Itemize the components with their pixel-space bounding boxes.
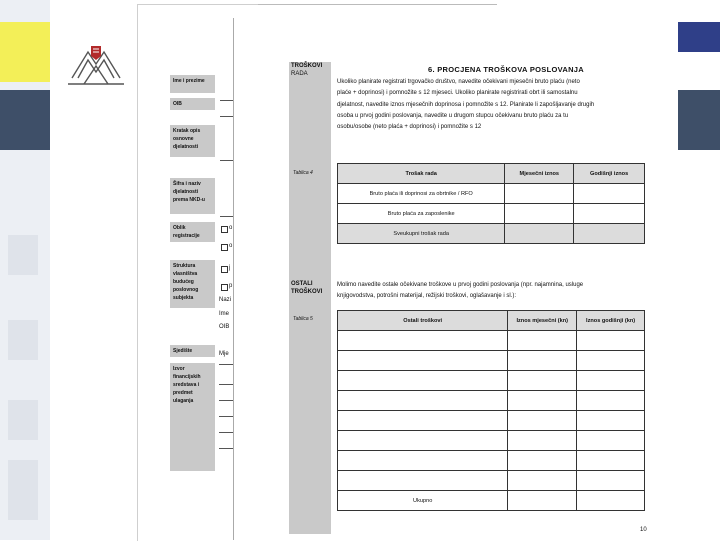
table-row [338,411,645,431]
monthly-amount-cell[interactable] [508,431,577,451]
labor-cost-instructions: Ukoliko planirate registrati trgovačko društvo, navedite očekivani mjesečni bruto plaću (neto plaće + doprinosi) i pomnožite s 12 mjeseci. Ukoliko planirate registrirati obrt ili samostalnu djelatnost, navedite iznos mjesečnih doprinosa i pomnožite s 12. Planirate li zapošljavanje drugih osoba u prvoj godini poslovanja, navedite u drugom stupcu očekivanu bruto plaću za tu osobu/osobe (neto plaća + doprinosi) i pomnožite s 12 [337,79,595,131]
monthly-amount-cell[interactable] [505,184,574,204]
back-fragment: j [229,265,231,271]
table-header-row [338,164,645,184]
table-total-row [338,491,645,511]
ghost-decor [8,460,38,520]
hzz-logo-icon [64,40,128,90]
annual-amount-cell[interactable] [574,184,645,204]
cost-name-cell[interactable] [338,451,508,471]
ghost-decor [8,320,38,360]
annual-amount-cell[interactable] [577,471,645,491]
monthly-amount-cell[interactable] [508,471,577,491]
back-rule [219,448,234,449]
row-label: Bruto plaća ili doprinosi za obrtnike / RFO [338,184,505,204]
back-tab-oib: OIB [170,98,215,110]
back-fragment: o [229,243,233,249]
table-row [338,451,645,471]
cost-name-cell[interactable] [338,371,508,391]
ghost-decor [8,400,38,440]
other-costs-instructions: Molimo navedite ostale očekivane troškove u prvoj godini poslovanja (npr. najamnina, usluge knjigovodstva, potrošni materijal, režijski troškovi, oglašavanje i sl.): [337,282,584,300]
monthly-amount-cell[interactable] [505,204,574,224]
annual-amount-cell[interactable] [577,371,645,391]
back-fragment: o [229,225,233,231]
table-header-cell: Mjesečni iznos [505,164,574,184]
back-checkbox [221,226,228,233]
navy-decor-block-left [0,90,50,150]
section-label-other: OSTALI TROŠKOVI [291,281,323,295]
table-row [338,331,645,351]
navy-decor-block-right [678,90,720,150]
table-row [338,184,645,204]
cost-name-cell[interactable] [338,471,508,491]
table-row [338,431,645,451]
annual-amount-cell[interactable] [577,431,645,451]
monthly-amount-cell[interactable] [508,391,577,411]
cost-name-cell[interactable] [338,351,508,371]
annual-amount-cell[interactable] [577,331,645,351]
row-label: Sveukupni trošak rada [338,224,505,244]
back-tab-nkd: Šifra i naziv djelatnosti prema NKD-u [170,178,215,214]
page-number: 10 [640,527,647,533]
section-label-labor: TROŠKOVI RADA [291,63,323,77]
table-header-row [338,311,645,331]
section-sidebar [289,62,331,534]
labor-cost-table [337,163,645,244]
back-tab-description: Kratak opis osnovne djelatnosti [170,125,215,157]
cost-name-cell[interactable] [338,331,508,351]
monthly-amount-cell[interactable] [508,371,577,391]
monthly-amount-cell[interactable] [508,451,577,471]
back-rule [219,364,234,365]
row-label: Bruto plaća za zaposlenike [338,204,505,224]
back-rule [219,400,234,401]
cost-name-cell[interactable] [338,411,508,431]
table-header-cell: Iznos godišnji (kn) [577,311,645,331]
section-heading: 6. PROCJENA TROŠKOVA POSLOVANJA [428,65,584,74]
annual-amount-cell[interactable] [577,451,645,471]
back-tab-name: Ime i prezime [170,75,215,93]
annual-amount-cell[interactable] [574,204,645,224]
table5-label: Tablica 5 [293,316,313,322]
annual-amount-cell[interactable] [577,411,645,431]
table-row [338,391,645,411]
table-row [338,371,645,391]
back-tab-ownership: Struktura vlasništva budućeg poslovnog subjekta [170,260,215,308]
back-tab-seat: Sjedište [170,345,215,357]
back-rule [220,160,234,161]
back-fragment: OIB [219,324,230,330]
front-form-page [234,18,648,540]
table-row [338,471,645,491]
annual-amount-cell[interactable] [577,391,645,411]
annual-amount-cell[interactable] [577,351,645,371]
back-checkbox [221,265,231,273]
back-rule [219,416,234,417]
monthly-amount-cell[interactable] [508,331,577,351]
other-costs-table [337,310,645,511]
cost-name-cell[interactable] [338,391,508,411]
back-fragment: Mje [219,351,229,357]
table-row [338,351,645,371]
monthly-amount-cell[interactable] [505,224,574,244]
back-tab-registration: Oblik registracije [170,222,215,242]
monthly-amount-cell[interactable] [508,411,577,431]
yellow-decor-block [0,22,50,82]
back-fragment: Nazi [219,297,232,303]
back-checkbox [221,244,228,251]
cost-name-cell[interactable] [338,431,508,451]
back-rule [219,384,234,385]
monthly-amount-cell[interactable] [508,351,577,371]
blue-decor-block-right [678,22,720,52]
back-rule [220,216,234,217]
back-rule [220,116,234,117]
back-fragment: p [229,283,233,289]
table4-label: Tablica 4 [293,170,313,176]
ghost-decor [8,235,38,275]
monthly-total-cell[interactable] [508,491,577,511]
table-row [338,204,645,224]
back-rule [220,100,234,101]
annual-total-cell[interactable] [577,491,645,511]
table-total-row [338,224,645,244]
table-header-cell: Ostali troškovi [338,311,508,331]
back-fragment: Ime [219,311,230,317]
back-tab-funding: Izvor financijskih sredstava i predmet ulaganja [170,363,215,471]
table-header-cell: Iznos mjesečni (kn) [508,311,577,331]
annual-amount-cell[interactable] [574,224,645,244]
table-header-cell: Trošak rada [338,164,505,184]
back-rule [219,432,234,433]
total-label: Ukupno [338,491,508,511]
back-checkbox [221,284,228,291]
table-header-cell: Godišnji iznos [574,164,645,184]
